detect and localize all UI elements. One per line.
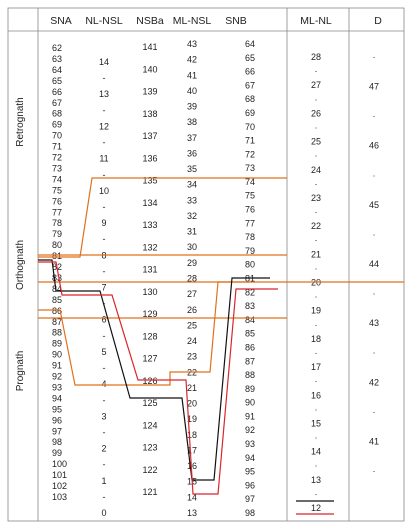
cell-sna: 100 xyxy=(52,459,68,470)
cell-nsba: 125 xyxy=(142,398,158,408)
cell-mlnsl: 20 xyxy=(186,398,198,409)
cell-snb: 86 xyxy=(245,342,256,353)
cell-snb: 90 xyxy=(245,397,256,408)
cell-mlnsl: 22 xyxy=(186,367,198,378)
cell-nsba: 139 xyxy=(142,86,158,97)
cell-nlnsl: 9 xyxy=(101,218,107,229)
cell-snb: 85 xyxy=(245,328,256,339)
cell-nsba: 131 xyxy=(142,264,158,275)
cell-mlnl: 18 xyxy=(310,333,322,344)
cell-sna: 71 xyxy=(52,141,63,152)
cell-nlnsl: - xyxy=(102,330,106,341)
cell-mlnl: 24 xyxy=(310,164,322,175)
cell-nsba: 134 xyxy=(142,197,158,208)
cell-snb: 66 xyxy=(245,66,256,77)
cell-nlnsl: 0 xyxy=(101,508,107,518)
cell-mlnl: 28 xyxy=(310,52,322,62)
cell-sna: 103 xyxy=(52,492,68,502)
cell-snb: 73 xyxy=(245,163,256,174)
cell-mlnl: 19 xyxy=(310,305,322,316)
cell-mlnsl: 27 xyxy=(186,289,198,300)
cell-snb: 69 xyxy=(245,107,256,118)
cell-mlnsl: 31 xyxy=(186,226,198,237)
cell-mlnsl: 26 xyxy=(186,304,198,315)
cell-mlnl: · xyxy=(314,178,318,189)
cell-snb: 98 xyxy=(245,508,256,518)
cell-d: · xyxy=(372,347,376,358)
cell-d: · xyxy=(372,229,376,240)
cell-mlnsl: 30 xyxy=(186,242,198,253)
cell-mlnl: 14 xyxy=(310,446,322,457)
cell-snb: 81 xyxy=(245,273,256,284)
cell-mlnsl: 32 xyxy=(186,210,198,221)
cell-snb: 95 xyxy=(245,466,256,477)
column-header-snb: SNB xyxy=(225,15,247,27)
cell-sna: 64 xyxy=(52,64,63,75)
cell-nsba: 126 xyxy=(142,375,158,386)
cell-d: · xyxy=(372,466,376,476)
cell-nlnsl: - xyxy=(102,459,106,470)
cell-sna: 78 xyxy=(52,218,63,229)
cell-snb: 93 xyxy=(245,439,256,450)
cell-sna: 77 xyxy=(52,207,63,218)
cell-nsba: 130 xyxy=(142,286,158,297)
cell-d: 47 xyxy=(368,81,380,92)
cell-d: 44 xyxy=(368,259,380,269)
column-header-ml-nsl: ML-NSL xyxy=(172,15,212,27)
cell-mlnsl: 18 xyxy=(186,429,198,440)
cell-nlnsl: - xyxy=(102,169,106,180)
cell-mlnsl: 15 xyxy=(186,476,198,487)
cell-nlnsl: - xyxy=(102,137,106,148)
cell-snb: 78 xyxy=(245,232,256,243)
column-header-ml-nl: ML-NL xyxy=(300,15,332,27)
cell-mlnl: 25 xyxy=(310,136,322,147)
cell-sna: 68 xyxy=(52,108,63,119)
row-labels xyxy=(15,97,26,391)
cell-nsba: 122 xyxy=(142,464,158,475)
cell-mlnsl: 21 xyxy=(186,382,198,393)
cell-snb: 74 xyxy=(245,176,256,187)
cell-sna: 70 xyxy=(52,130,63,141)
cell-mlnl: · xyxy=(314,376,318,387)
cell-nlnsl: - xyxy=(102,491,106,502)
cell-nlnsl: 8 xyxy=(101,250,107,261)
cell-nlnsl: 5 xyxy=(101,346,107,357)
cell-mlnl: · xyxy=(314,94,318,105)
cell-sna: 67 xyxy=(52,97,63,108)
row-label-retrognath: Retrognath xyxy=(15,97,26,147)
cell-snb: 70 xyxy=(245,121,256,132)
cell-nsba: 132 xyxy=(142,242,158,253)
cell-sna: 95 xyxy=(52,404,63,415)
cell-snb: 76 xyxy=(245,204,256,215)
cell-mlnsl: 43 xyxy=(186,39,198,49)
cell-mlnl: · xyxy=(314,488,318,499)
cell-mlnl: · xyxy=(314,291,318,302)
cell-d: 43 xyxy=(368,318,380,329)
cell-d: · xyxy=(372,170,376,181)
table-frame xyxy=(8,8,404,521)
cell-sna: 72 xyxy=(52,152,63,163)
cell-sna: 84 xyxy=(52,283,63,294)
cell-mlnsl: 40 xyxy=(186,85,198,96)
cell-sna: 82 xyxy=(52,262,63,273)
cell-nsba: 137 xyxy=(142,131,158,141)
cell-nsba: 123 xyxy=(142,442,158,453)
cell-sna: 86 xyxy=(52,305,63,316)
cell-d: · xyxy=(372,288,376,299)
cell-d: 42 xyxy=(368,377,380,388)
cell-nlnsl: 4 xyxy=(101,379,107,390)
cell-sna: 69 xyxy=(52,119,63,130)
cell-mlnsl: 35 xyxy=(186,164,198,175)
cell-sna: 91 xyxy=(52,360,63,371)
cell-mlnl: · xyxy=(314,432,318,443)
cell-mlnsl: 36 xyxy=(186,148,198,159)
cell-sna: 98 xyxy=(52,437,63,448)
cell-nsba: 127 xyxy=(142,353,158,364)
cell-sna: 97 xyxy=(52,426,63,437)
cell-sna: 74 xyxy=(52,174,63,185)
cell-mlnl: 17 xyxy=(310,362,322,373)
cell-nlnsl: - xyxy=(102,266,106,277)
cell-snb: 65 xyxy=(245,52,256,63)
cell-sna: 89 xyxy=(52,338,63,349)
cell-sna: 102 xyxy=(52,481,68,492)
cell-mlnsl: 16 xyxy=(186,461,198,472)
cell-nlnsl: 11 xyxy=(99,153,109,164)
cell-snb: 92 xyxy=(245,425,256,436)
cell-mlnl: 12 xyxy=(310,503,322,513)
cell-sna: 93 xyxy=(52,382,63,393)
cell-snb: 71 xyxy=(245,135,256,146)
cell-sna: 83 xyxy=(52,272,63,283)
cell-mlnl: · xyxy=(314,460,318,471)
cell-sna: 63 xyxy=(52,53,63,64)
cell-mlnl: · xyxy=(314,207,318,218)
cell-mlnl: 21 xyxy=(310,249,322,260)
cell-nsba: 121 xyxy=(142,487,158,497)
cell-mlnl: 23 xyxy=(310,192,322,203)
cell-mlnsl: 38 xyxy=(186,117,198,128)
cell-mlnl: 13 xyxy=(310,474,322,485)
cell-mlnl: 22 xyxy=(310,221,322,232)
cell-snb: 94 xyxy=(245,452,256,463)
cell-snb: 97 xyxy=(245,494,256,505)
cell-nsba: 138 xyxy=(142,108,158,119)
cell-nlnsl: - xyxy=(102,201,106,212)
cell-sna: 62 xyxy=(52,43,63,53)
cell-sna: 96 xyxy=(52,415,63,426)
cell-nlnsl: - xyxy=(102,234,106,245)
cell-nsba: 129 xyxy=(142,309,158,319)
column-header-nl-nsl: NL-NSL xyxy=(85,15,123,27)
cell-mlnsl: 28 xyxy=(186,273,198,284)
cell-snb: 75 xyxy=(245,190,256,201)
cell-nsba: 124 xyxy=(142,420,158,431)
cell-nsba: 136 xyxy=(142,153,158,164)
cell-sna: 80 xyxy=(52,240,63,251)
cell-nlnsl: - xyxy=(102,73,106,84)
cell-mlnl: 27 xyxy=(310,80,322,91)
cell-snb: 96 xyxy=(245,480,256,491)
cell-mlnl: 26 xyxy=(310,108,322,119)
cell-sna: 73 xyxy=(52,163,63,174)
cell-nlnsl: 10 xyxy=(98,185,110,196)
cell-snb: 84 xyxy=(245,314,256,325)
cell-d: 46 xyxy=(368,140,380,151)
cell-snb: 87 xyxy=(245,356,256,367)
cell-snb: 88 xyxy=(245,370,256,381)
cell-mlnl: · xyxy=(314,404,318,415)
cell-mlnl: · xyxy=(314,319,318,330)
table-cells xyxy=(52,39,379,518)
cell-d: · xyxy=(372,52,376,62)
cell-nlnsl: 13 xyxy=(98,89,110,100)
cell-sna: 94 xyxy=(52,393,63,404)
cell-nlnsl: - xyxy=(102,395,106,406)
cell-nlnsl: - xyxy=(102,363,106,374)
cell-snb: 67 xyxy=(245,80,256,91)
cell-mlnsl: 41 xyxy=(186,70,198,81)
cell-nsba: 135 xyxy=(142,175,158,186)
cell-nsba: 133 xyxy=(142,220,158,230)
cell-mlnsl: 19 xyxy=(186,414,198,425)
cell-sna: 99 xyxy=(52,448,63,459)
cell-mlnl: 16 xyxy=(310,390,322,401)
cell-d: · xyxy=(372,111,376,122)
cell-mlnsl: 39 xyxy=(186,101,198,112)
cell-sna: 85 xyxy=(52,294,63,305)
cell-snb: 79 xyxy=(245,245,256,256)
cell-sna: 90 xyxy=(52,349,63,360)
cell-nlnsl: - xyxy=(102,105,106,116)
cell-mlnl: · xyxy=(314,66,318,77)
cell-snb: 80 xyxy=(245,259,256,270)
cell-nlnsl: 7 xyxy=(101,282,107,293)
cell-d: · xyxy=(372,406,376,417)
cell-nlnsl: 12 xyxy=(98,121,110,132)
cell-nlnsl: 6 xyxy=(101,314,107,325)
cell-snb: 89 xyxy=(245,383,256,394)
cell-nlnsl: 3 xyxy=(101,411,107,422)
cell-d: 41 xyxy=(368,436,380,447)
cell-mlnsl: 25 xyxy=(186,320,198,331)
cell-mlnsl: 29 xyxy=(186,257,198,268)
cell-nsba: 128 xyxy=(142,331,158,342)
cell-snb: 91 xyxy=(245,411,256,422)
cell-mlnl: · xyxy=(314,347,318,358)
cell-mlnsl: 34 xyxy=(186,179,198,190)
column-header-d: D xyxy=(374,15,382,27)
row-label-prognath: Prognath xyxy=(15,350,26,392)
cell-nlnsl: 14 xyxy=(98,57,110,67)
cell-snb: 68 xyxy=(245,94,256,105)
cell-mlnl: 15 xyxy=(310,418,322,429)
cell-d: 45 xyxy=(368,199,380,210)
cell-mlnsl: 37 xyxy=(186,132,198,143)
cell-nlnsl: 1 xyxy=(101,475,107,486)
table-border xyxy=(8,8,404,521)
cell-mlnsl: 33 xyxy=(186,195,198,206)
cell-mlnsl: 17 xyxy=(186,445,198,456)
cell-snb: 82 xyxy=(245,287,256,298)
cell-nlnsl: - xyxy=(102,427,106,438)
column-header-sna: SNA xyxy=(50,15,72,27)
cell-mlnl: · xyxy=(314,263,318,274)
cell-snb: 77 xyxy=(245,218,256,229)
cell-mlnsl: 13 xyxy=(186,508,198,518)
cell-sna: 76 xyxy=(52,196,63,207)
cell-sna: 81 xyxy=(52,251,63,262)
cell-sna: 87 xyxy=(52,316,63,327)
cell-sna: 75 xyxy=(52,185,63,196)
cell-sna: 92 xyxy=(52,371,63,382)
cell-mlnsl: 14 xyxy=(186,492,198,503)
cell-mlnsl: 24 xyxy=(186,336,198,347)
cell-nlnsl: - xyxy=(102,298,106,309)
cell-snb: 64 xyxy=(245,39,256,49)
cell-mlnl: · xyxy=(314,235,318,246)
cell-snb: 83 xyxy=(245,301,256,312)
column-headers xyxy=(50,15,382,27)
cell-nlnsl: 2 xyxy=(101,443,107,454)
cell-sna: 79 xyxy=(52,229,63,240)
cell-nsba: 140 xyxy=(142,64,158,75)
cell-snb: 72 xyxy=(245,149,256,160)
cell-mlnsl: 42 xyxy=(186,54,198,65)
row-label-orthognath: Orthognath xyxy=(15,239,26,291)
cell-sna: 66 xyxy=(52,86,63,97)
cell-mlnl: · xyxy=(314,150,318,161)
cell-sna: 101 xyxy=(52,470,68,481)
cell-mlnl: 20 xyxy=(310,277,322,288)
cell-mlnl: · xyxy=(314,122,318,133)
cell-sna: 88 xyxy=(52,327,63,338)
cell-sna: 65 xyxy=(52,75,63,86)
cell-mlnsl: 23 xyxy=(186,351,198,362)
cell-nsba: 141 xyxy=(142,42,158,52)
column-header-nsba: NSBa xyxy=(136,15,164,27)
